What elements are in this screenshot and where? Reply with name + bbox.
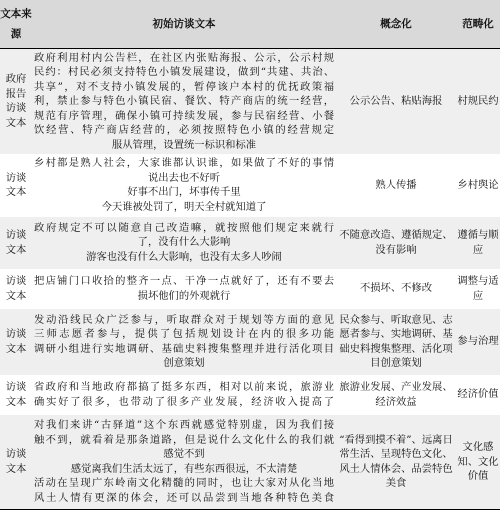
cell-source: 访谈文本 — [5, 275, 27, 302]
cell-text — [32, 269, 336, 309]
text-line: 今天谁被处罚了，明天全村就知道了 — [101, 200, 267, 213]
cell-concept: 不随意改造、遵循规定、没有影响 — [336, 217, 456, 269]
cell-source: 访谈文本 — [5, 381, 27, 408]
text-line: 饮经营、特产商店经营的，必须按照特色小镇的经营规定 — [34, 124, 334, 136]
cell-source: 访谈文本 — [5, 171, 27, 198]
cell-concept: 旅游业发展、产业发展、经济效益 — [339, 381, 453, 408]
table-row — [0, 49, 500, 154]
cell-concept: 民众参与、听取意见、志愿者参与、实地调研、基础史料搜集整理、活化项目创意策划 — [336, 309, 456, 375]
text-line: 创意策划 — [163, 357, 205, 369]
cell-category: 村规民约 — [456, 49, 500, 154]
table-row — [0, 217, 500, 269]
text-line: 把店铺门口收拾的整齐一点、干净一点就好了，还有不要去 — [34, 275, 334, 287]
cell-text — [32, 375, 336, 415]
text-line: 调研小组进行实地调研、基础史料搜集整理并进行活化项目 — [34, 342, 334, 355]
cell-source: 访谈文本 — [0, 309, 32, 375]
text-line: 对我们来讲“古驿道”这个东西就感觉特别虚，因为我们接 — [34, 419, 334, 432]
header-source: 文本来源 — [0, 0, 32, 49]
text-line: 确实好了很多，也带动了很多产业发展，经济收入提高了 — [34, 395, 334, 408]
cell-text — [32, 415, 336, 510]
cell-concept: 公示公告、粘贴海报 — [336, 49, 456, 154]
table-row — [0, 415, 500, 510]
table-row — [0, 269, 500, 309]
cell-category: 遵循与顺应 — [456, 217, 500, 269]
text-line: 服从管理，设置统一标识和标准 — [111, 138, 257, 151]
cell-category: 文化感知、文化价值 — [456, 415, 500, 510]
text-line: 感觉离我们生活太远了，有些东西很远，不太清楚 — [70, 462, 298, 475]
cell-source: 访谈文本 — [0, 217, 32, 269]
cell-category: 经济价值 — [457, 388, 499, 401]
text-line: 活动在呈现广东岭南文化精髓的同时，也让大家对从化当地 — [34, 477, 334, 490]
text-line: 乡村都是熟人社会，大家谁都认识谁，如果做了不好的事情 — [34, 157, 334, 169]
cell-source: 访谈文本 — [0, 415, 32, 510]
cell-text — [32, 309, 336, 375]
cell-text — [32, 49, 336, 154]
text-line: 三师志愿者参与，提供了包括规划设计在内的很多功能 — [34, 328, 334, 340]
header-category: 范畴化 — [456, 0, 500, 49]
cell-category: 调整与适应 — [457, 275, 499, 302]
text-line: 游客也没有什么大影响，也没有太多人吵闹 — [86, 250, 282, 263]
table-row — [0, 375, 500, 415]
header-text: 初始访谈文本 — [32, 0, 336, 49]
text-line: 利，禁止参与特色小镇民宿、餐饮、特产商店的统一经营， — [34, 95, 334, 107]
text-line: 触不到，就看着是那条道路，但是说什么文化什么的我们就 — [34, 433, 334, 446]
text-line: 政府规定不可以随意自己改造嘛，就按照他们规定来就行 — [34, 221, 334, 234]
text-line: 风土人情有更深的体会，还可以品尝到当地各种特色美食 — [34, 491, 334, 504]
table-row — [0, 309, 500, 375]
text-line: 损坏他们的外观就行 — [137, 289, 231, 302]
text-line: 发动沿线民众广泛参与，听取群众对于规划等方面的意见 — [34, 313, 334, 326]
header-row — [0, 0, 500, 49]
table-row — [0, 154, 500, 217]
cell-concept: 熟人传播 — [375, 178, 417, 191]
cell-source: 政府报告访谈文本 — [0, 49, 32, 154]
text-line: 政府利用村内公告栏，在社区内张贴海报、公示，公示村规 — [34, 51, 334, 64]
cell-text — [32, 217, 336, 269]
cell-category: 参与治理 — [456, 309, 500, 375]
text-line: 说出去也不好听 — [147, 171, 221, 184]
cell-concept: “看得到摸不着”、远离日常生活、呈现特色文化、风土人情体会、品尝特色美食 — [336, 415, 456, 510]
text-line: 感觉不到 — [163, 448, 205, 461]
text-line: 省政府和当地政府都搞了挺多东西，相对以前来说，旅游业 — [34, 381, 334, 393]
text-line: 好事不出门，坏事传千里 — [127, 186, 241, 198]
cell-category: 乡村舆论 — [457, 178, 499, 191]
text-line: 了，没有什么大影响 — [137, 236, 231, 249]
text-line: 规范有序管理，确保小镇可持续发展，参与民宿经营、小餐 — [34, 109, 334, 122]
header-concept: 概念化 — [336, 0, 456, 49]
text-line: 共享”，对不支持小镇发展的，暂停该户本村的优抚政策福 — [34, 80, 334, 93]
cell-concept: 不损坏、不修改 — [359, 282, 433, 295]
cell-text — [32, 154, 336, 217]
text-line: 民约：村民必须支持特色小镇发展建设，做到“共建、共治、 — [34, 66, 334, 78]
